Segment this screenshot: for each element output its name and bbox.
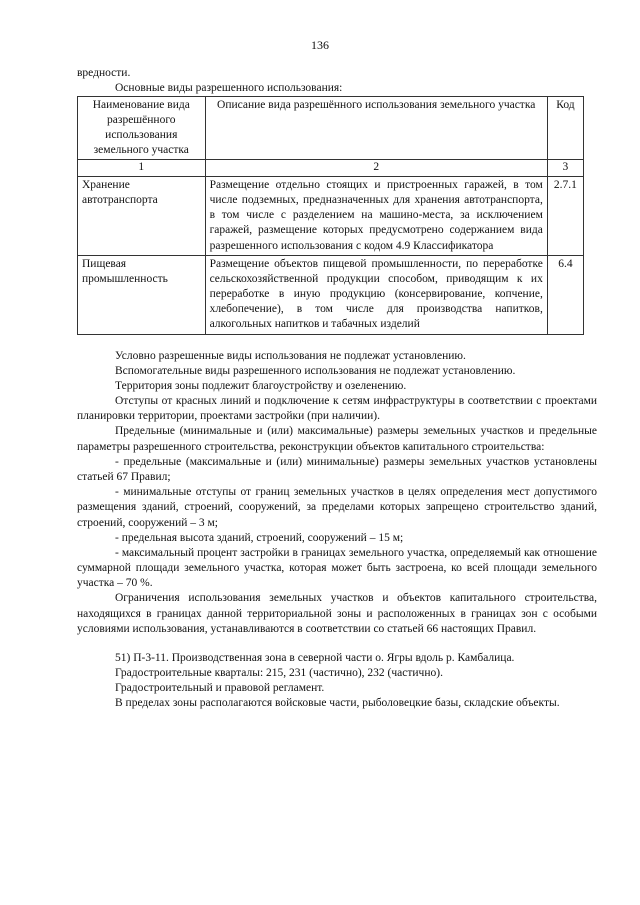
- column-number: 3: [547, 160, 583, 177]
- list-item: - предельные (максимальные и (или) минимальные) размеры земельных участков установлены статьей 67 Правил;: [77, 455, 597, 483]
- section-heading: Основные виды разрешенного использования:: [115, 82, 343, 95]
- list-item: - минимальные отступы от границ земельных участков в целях определения мест допустимого размещения зданий, строений, сооружений, за пределами которых запрещено строительство зданий, строений, сооружений – 3 м;: [77, 486, 597, 529]
- header-name: Наименование вида разрешённого использования земельного участка: [78, 97, 206, 160]
- previous-text-end: вредности.: [77, 67, 131, 79]
- table-number-row: [78, 160, 584, 177]
- use-description: Размещение отдельно стоящих и пристроенных гаражей, в том числе подземных, предназначенных для хранения автотранспорта, в том числе с разделением на машино-места, за исключением гаражей, размещение которых предусмотрено содержанием вида разрешенного использования с кодом 4.9 Классификатора: [205, 176, 547, 255]
- use-name: Пищевая промышленность: [78, 255, 206, 334]
- paragraph: Ограничения использования земельных участков и объектов капитального строительства, находящихся в границах данной территориальной зоны и расположенных в границах зон с особыми условиями использования, устанавливаются в соответствии со статьей 66 настоящих Правил.: [77, 592, 597, 635]
- paragraph: Отступы от красных линий и подключение к сетям инфраструктуры в соответствии с проектами планировки территории, проектами застройки (при наличии).: [77, 395, 597, 423]
- table-row: [78, 176, 584, 255]
- document-body: [77, 66, 597, 712]
- column-number: 1: [78, 160, 206, 177]
- use-code: 6.4: [547, 255, 583, 334]
- table-header-row: [78, 97, 584, 160]
- paragraph: Градостроительный и правовой регламент.: [115, 682, 325, 695]
- header-description: Описание вида разрешённого использования земельного участка: [205, 97, 547, 160]
- paragraph: Условно разрешенные виды использования не подлежат установлению.: [115, 349, 466, 362]
- list-item: - предельная высота зданий, строений, сооружений – 15 м;: [115, 531, 404, 544]
- paragraph: Территория зоны подлежит благоустройству и озеленению.: [115, 379, 407, 392]
- paragraph: Вспомогательные виды разрешенного использования не подлежат установлению.: [115, 364, 516, 377]
- header-code: Код: [547, 97, 583, 160]
- permitted-use-table: [77, 96, 584, 334]
- use-description: Размещение объектов пищевой промышленности, по переработке сельскохозяйственной продукции способом, приводящим к их переработке в иную продукцию (консервирование, копчение, хлебопечение), в том числе для производства напитков, алкогольных напитков и табачных изделий: [205, 255, 547, 334]
- column-number: 2: [205, 160, 547, 177]
- zone-title: 51) П-3-11. Производственная зона в северной части о. Ягры вдоль р. Камбалица.: [115, 651, 515, 664]
- paragraph: Предельные (минимальные и (или) максимальные) размеры земельных участков и предельные параметры разрешенного строительства, реконструкции объектов капитального строительства:: [77, 425, 597, 453]
- list-item: - максимальный процент застройки в границах земельного участка, определяемый как отношение суммарной площади земельного участка, которая может быть застроена, ко всей площади земельного участка – 70 %.: [77, 546, 597, 590]
- table-row: [78, 255, 584, 334]
- use-name: Хранение автотранспорта: [78, 176, 206, 255]
- paragraph: Градостроительные кварталы: 215, 231 (частично), 232 (частично).: [115, 667, 443, 680]
- page-number: 136: [311, 38, 329, 52]
- use-code: 2.7.1: [547, 176, 583, 255]
- paragraph: В пределах зоны располагаются войсковые части, рыболовецкие базы, складские объекты.: [115, 697, 560, 710]
